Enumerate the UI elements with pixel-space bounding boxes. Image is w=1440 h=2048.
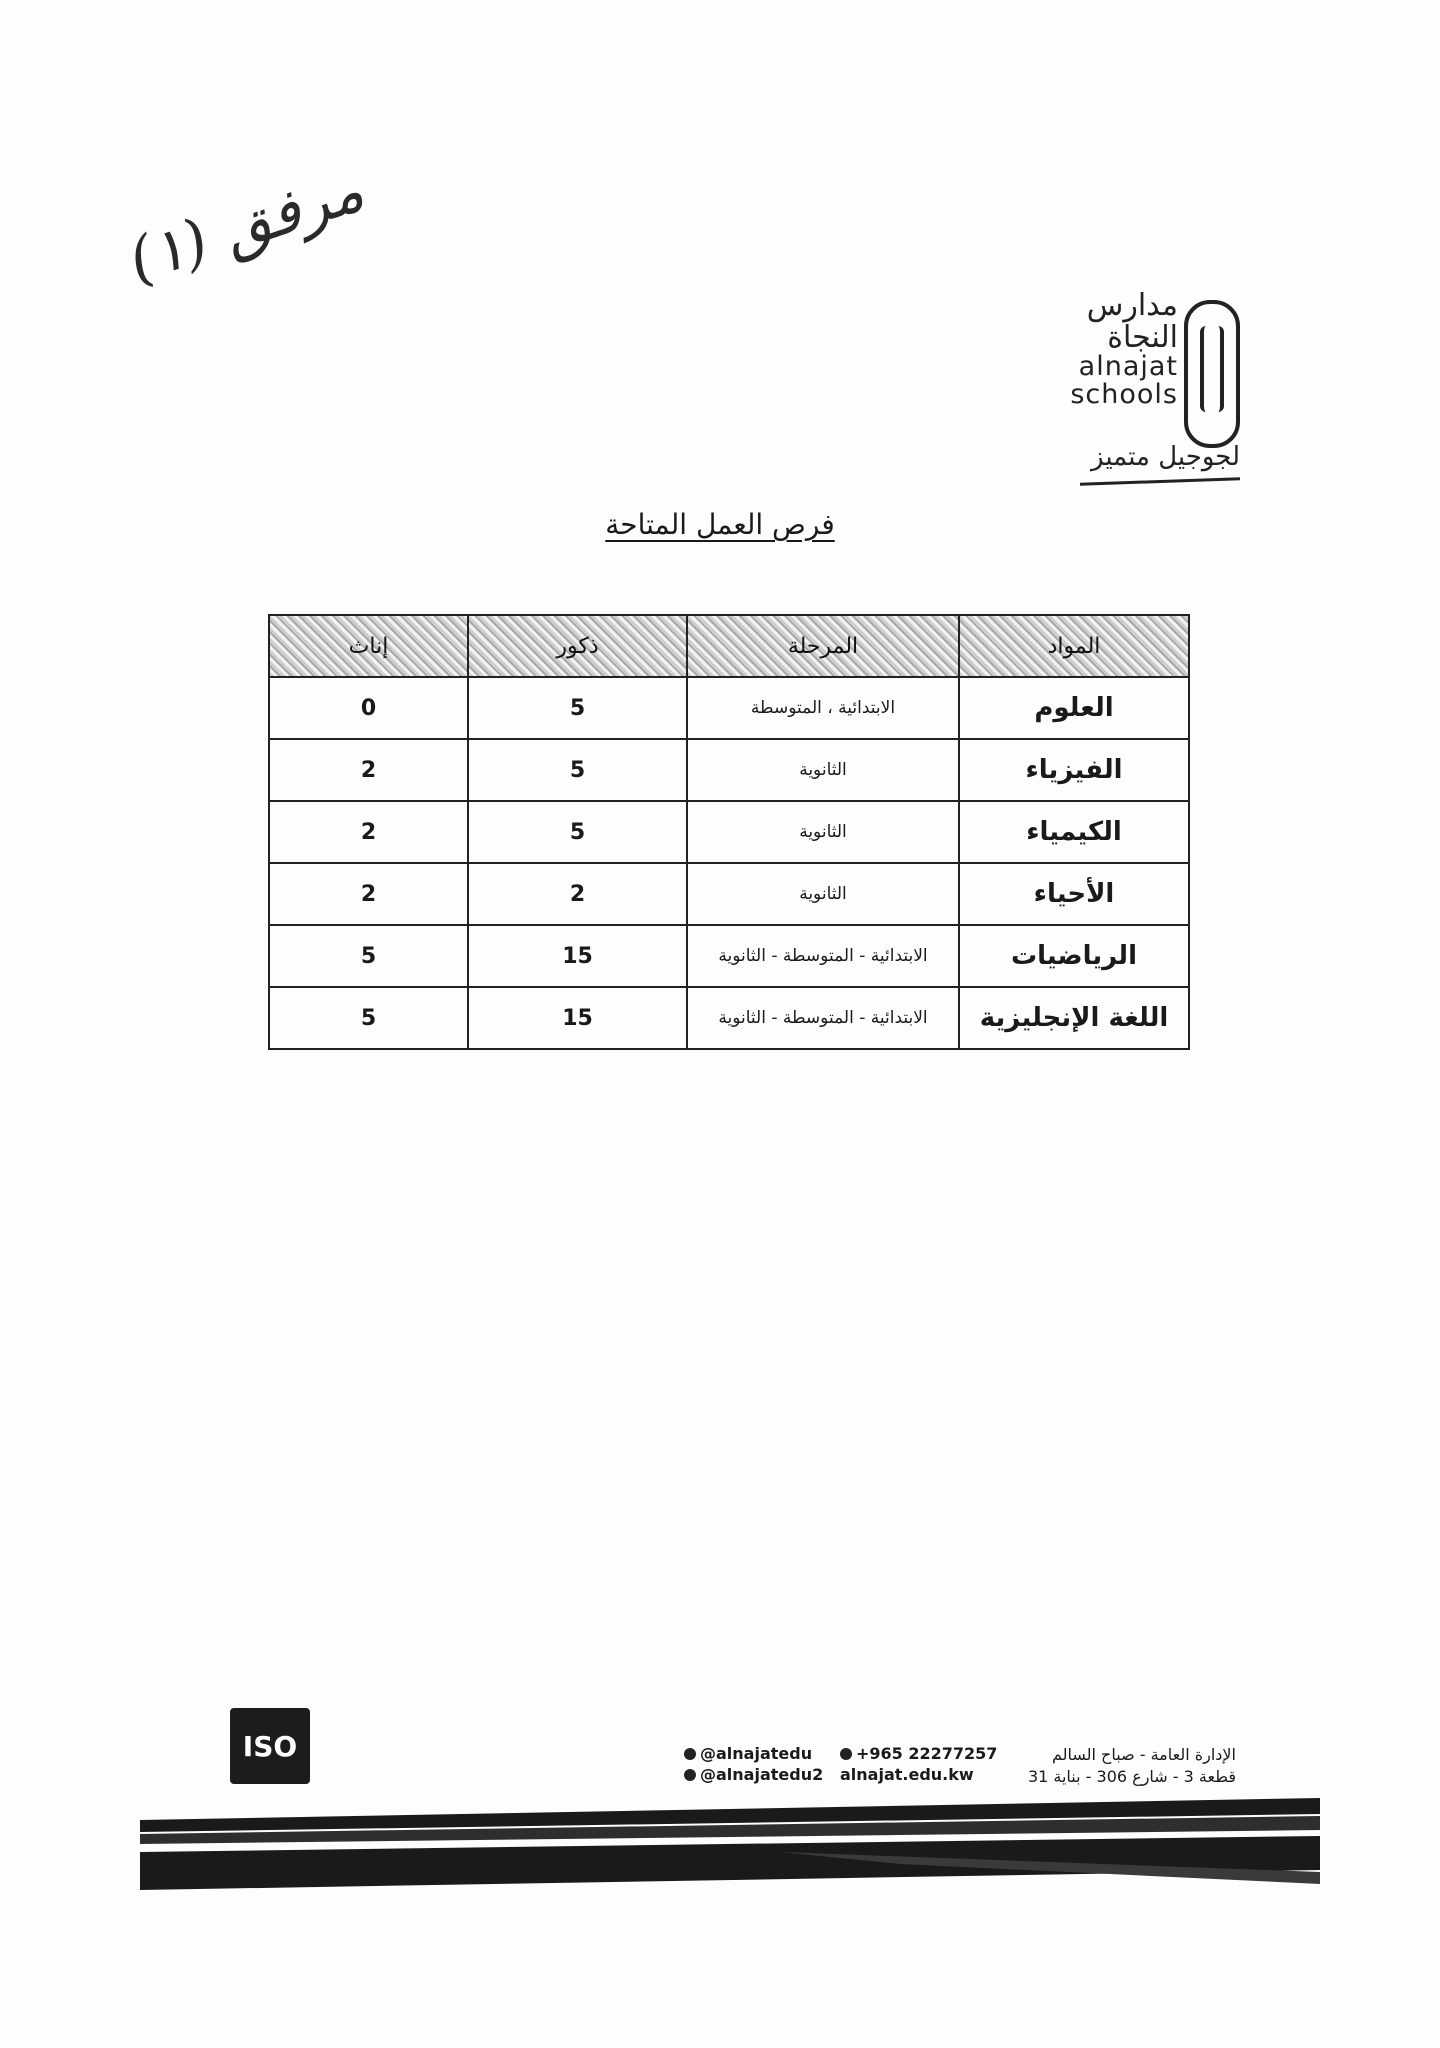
cell-females: 5 xyxy=(269,987,468,1049)
cell-subject: الأحياء xyxy=(959,863,1189,925)
cell-females: 2 xyxy=(269,739,468,801)
cell-males: 15 xyxy=(468,987,687,1049)
cell-subject: الكيمياء xyxy=(959,801,1189,863)
job-openings-table xyxy=(268,614,1190,1050)
table-row xyxy=(269,801,1189,863)
cell-subject: اللغة الإنجليزية xyxy=(959,987,1189,1049)
phone-icon xyxy=(840,1748,852,1760)
social-handle-2[interactable] xyxy=(684,1765,823,1786)
address-line-1: الإدارة العامة - صباح السالم xyxy=(1051,1745,1236,1764)
logo-english-line1: alnajat xyxy=(1078,351,1178,382)
cell-stage: الابتدائية - المتوسطة - الثانوية xyxy=(687,925,959,987)
table-row xyxy=(269,925,1189,987)
footer-decorative-band xyxy=(140,1792,1320,1902)
cell-males: 2 xyxy=(468,863,687,925)
cell-subject: الرياضيات xyxy=(959,925,1189,987)
footer-social xyxy=(684,1744,823,1786)
footer-contact xyxy=(840,1744,997,1786)
cell-males: 15 xyxy=(468,925,687,987)
table-row xyxy=(269,863,1189,925)
table-row xyxy=(269,739,1189,801)
cell-females: 0 xyxy=(269,677,468,739)
phone-number[interactable] xyxy=(840,1744,997,1765)
cell-stage: الابتدائية ، المتوسطة xyxy=(687,677,959,739)
footer-address xyxy=(1010,1744,1236,1787)
table-header-row xyxy=(269,615,1189,677)
social-icon xyxy=(684,1748,696,1760)
cell-stage: الثانوية xyxy=(687,739,959,801)
logo-tagline: لجوجيل متميز xyxy=(1090,442,1240,472)
social-icon xyxy=(684,1769,696,1781)
header-stage: المرحلة xyxy=(687,615,959,677)
social-1-text: @alnajatedu xyxy=(700,1744,813,1763)
cell-subject: العلوم xyxy=(959,677,1189,739)
website-link[interactable]: alnajat.edu.kw xyxy=(840,1764,974,1784)
header-females: إناث xyxy=(269,615,468,677)
cell-stage: الابتدائية - المتوسطة - الثانوية xyxy=(687,987,959,1049)
school-logo xyxy=(1040,290,1240,490)
document-title: فرص العمل المتاحة xyxy=(605,508,835,541)
logo-wordmark xyxy=(1070,290,1178,410)
cell-subject: الفيزياء xyxy=(959,739,1189,801)
logo-arabic-line2: النجاة xyxy=(1107,319,1178,355)
cell-stage: الثانوية xyxy=(687,863,959,925)
logo-emblem-icon xyxy=(1184,300,1240,448)
table-row xyxy=(269,987,1189,1049)
iso-badge: ISO xyxy=(230,1708,310,1784)
handwritten-note: مرفق (١) xyxy=(120,155,372,297)
cell-females: 5 xyxy=(269,925,468,987)
table-row xyxy=(269,677,1189,739)
logo-arabic-line1: مدارس xyxy=(1086,288,1178,323)
cell-males: 5 xyxy=(468,677,687,739)
cell-females: 2 xyxy=(269,801,468,863)
social-2-text: @alnajatedu2 xyxy=(700,1764,824,1784)
address-line-2: قطعة 3 - شارع 306 - بناية 31 xyxy=(1027,1766,1236,1786)
header-males: ذكور xyxy=(468,615,687,677)
cell-females: 2 xyxy=(269,863,468,925)
header-subject: المواد xyxy=(959,615,1189,677)
logo-english-line2: schools xyxy=(1070,379,1178,411)
cell-males: 5 xyxy=(468,739,687,801)
cell-stage: الثانوية xyxy=(687,801,959,863)
logo-underline xyxy=(1080,477,1240,486)
social-handle-1[interactable] xyxy=(684,1744,823,1765)
cell-males: 5 xyxy=(468,801,687,863)
band-stripe-wide xyxy=(140,1836,1320,1890)
phone-text: +965 22277257 xyxy=(856,1744,998,1763)
